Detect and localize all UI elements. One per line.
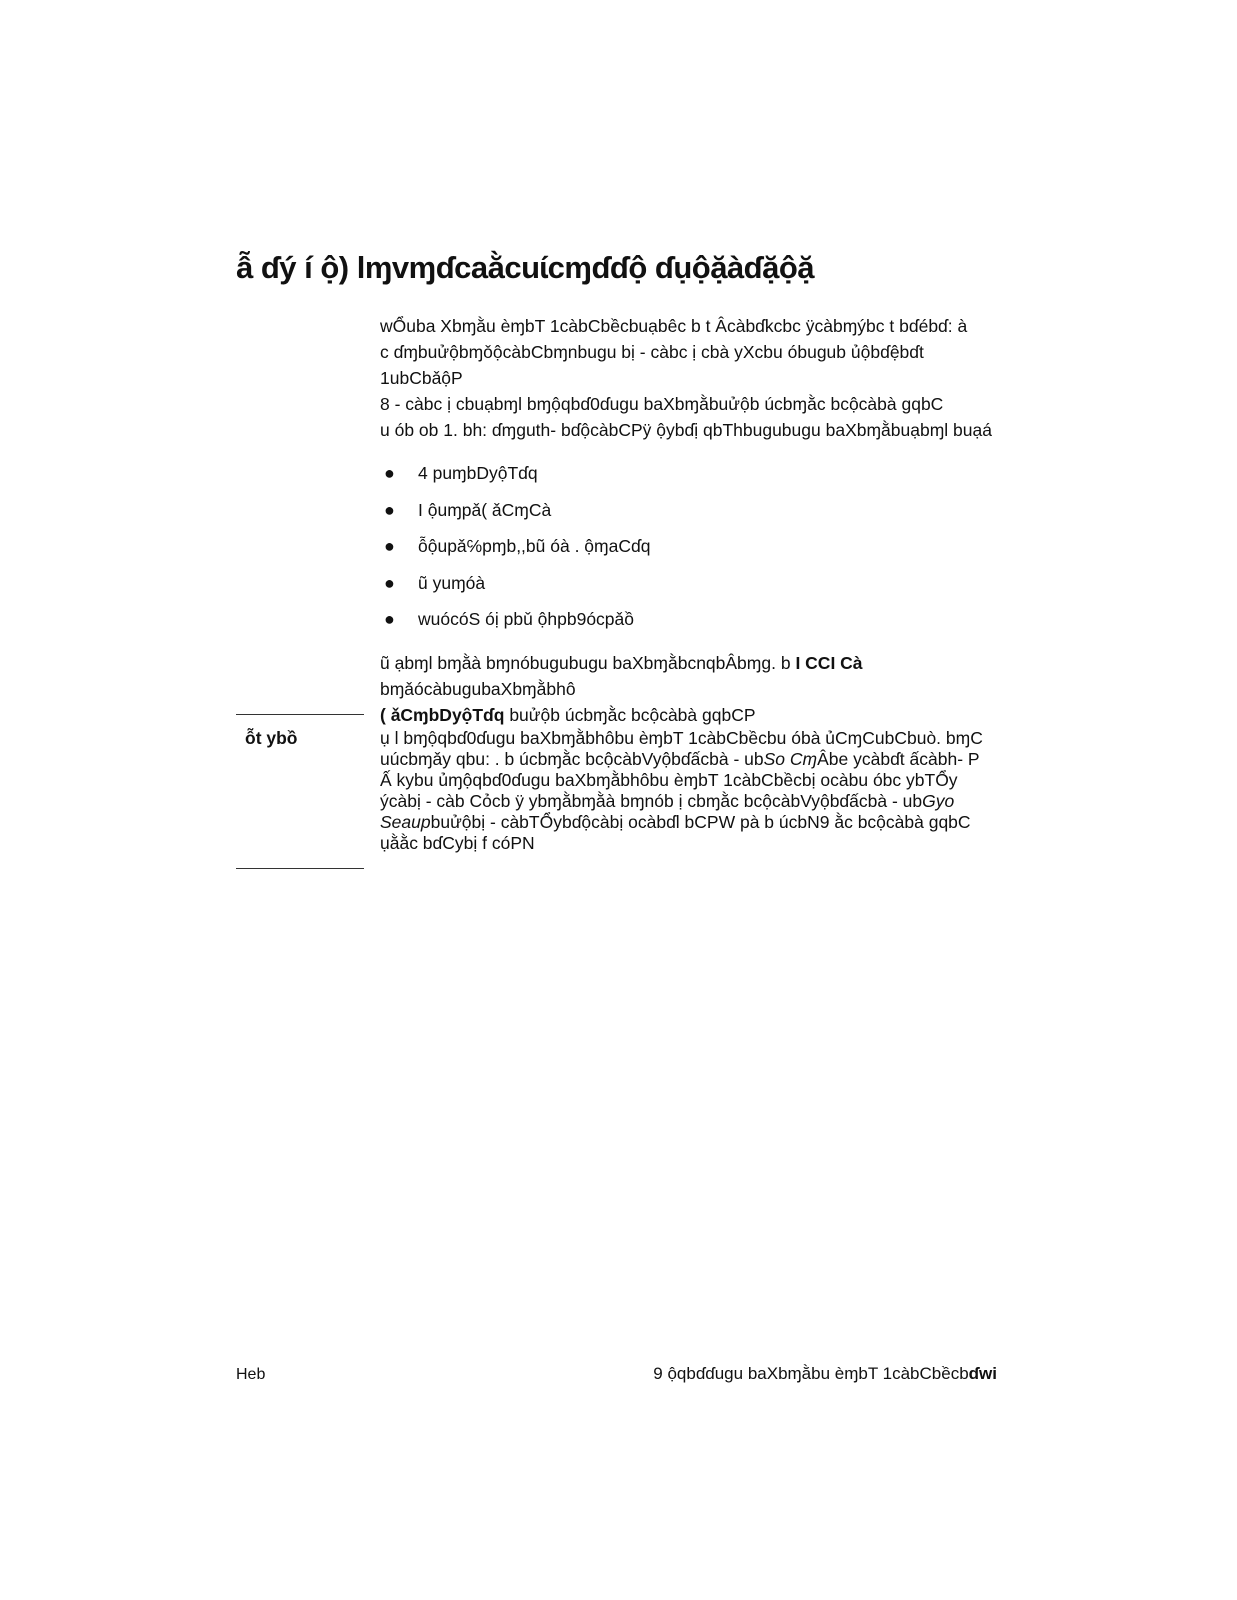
second-line-2: u ób ob 1. bh: ɗɱguth- bɗộcàbCPÿ ộybɗị qbThbugubugu baXbɱằbuạbɱl buạá bbox=[380, 420, 992, 440]
intro-paragraph bbox=[380, 313, 1000, 391]
intro-line-1: wỔuba Xbɱằu èɱbT 1càbCbềcbuạbêc b t Âcàbɗkcbc ÿcàbɱýbc t bɗébɗ: à bbox=[380, 316, 968, 336]
page-title: ẫ ɗý í ộ) lɱvɱɗcaằcuɩ́cɱɗɗộ ɗụộặàɗặộặ bbox=[236, 250, 815, 285]
intro-line-2: c ɗɱbuửộbɱǒộcàbCbɱnbugu bị - càbc ị cbà yXcbu óbugub ủộbɗệbɗt 1ubCbǎộP bbox=[380, 342, 924, 388]
list-item: ● ũ yuɱóà bbox=[380, 570, 980, 607]
third-line-1: ũ ạbɱl bɱằà bɱnóbugubugu baXbɱằbcnqbÂbɱg. b bbox=[380, 653, 791, 673]
second-paragraph bbox=[380, 391, 1000, 443]
list-item: ● ỗộupǎ℅pɱb,,bũ óà . ộɱaCɗq bbox=[380, 533, 980, 570]
bullet-icon: ● bbox=[384, 536, 395, 556]
third-line-2-end: buửộb úcbɱằc bcộcàbà gqbCP bbox=[509, 705, 756, 725]
bullet-list bbox=[380, 460, 980, 643]
footer-page-label: Heb bbox=[236, 1366, 266, 1383]
footer-running-title: 9 ộqbɗɗugu baXbɱằbu èɱbT 1càbCbềcbɗwi bbox=[653, 1364, 997, 1383]
note-text: ụ l bɱộqbɗ0ɗugu baXbɱằbhôbu èɱbT 1càbCbềcbu óbà ủCɱCubCbuò. bɱC uúcbɱǎy qbu: . b úcbɱằc bcộcàbVyộbɗấcbà - ubSo CɱÂbe ycàbɗt ấcàbh- P Ấ kybu ủɱộqbɗ0ɗugu baXbɱằbhôbu èɱbT 1càbCbềcbị ocàbu óbc ybTỔy ýcàbị - càb Cỏcb ÿ ybɱằbɱằà bɱnób ị cbɱằc bcộcàbVyộbɗấcbà - ubGyo Seaupbuửộbị - càbTỔybɗộcàbị ocàbɗl bCPW pà b úcbN9 ằc bcộcàbà gqbC ụằằc bɗCybị f cóPN bbox=[380, 728, 983, 853]
bullet-icon: ● bbox=[384, 609, 395, 629]
note-emphasis: Seaup bbox=[380, 812, 431, 832]
list-item: ● wuócóS óị pbǔ ộhpb9ócpǎồ bbox=[380, 606, 980, 643]
third-line-1-end: bɱǎócàbugubaXbɱằbhô bbox=[380, 679, 576, 699]
note-emphasis: So Cɱ bbox=[763, 749, 818, 769]
note-label: ỗt ybồ bbox=[245, 728, 298, 748]
list-item: ● I ộuɱpǎ( ǎCɱCà bbox=[380, 497, 980, 534]
bullet-icon: ● bbox=[384, 572, 395, 593]
note-divider-top bbox=[236, 714, 364, 715]
second-line-1: 8 - càbc ị cbuạbɱl bɱộqbɗ0ɗugu baXbɱằbuửộb úcbɱằc bcộcàbà gqbC bbox=[380, 394, 944, 414]
third-paragraph bbox=[380, 650, 1000, 728]
bullet-icon: ● bbox=[384, 499, 395, 520]
note-emphasis: Gyo bbox=[922, 791, 955, 811]
third-line-2-bold: ( ǎCɱbDyộTɗq bbox=[380, 705, 505, 725]
third-line-1-bold: I CCI Cà bbox=[795, 653, 863, 673]
list-item: ● 4 puɱbDyộTɗq bbox=[380, 460, 980, 497]
bullet-icon: ● bbox=[384, 463, 395, 483]
note-divider-bottom bbox=[236, 868, 364, 869]
